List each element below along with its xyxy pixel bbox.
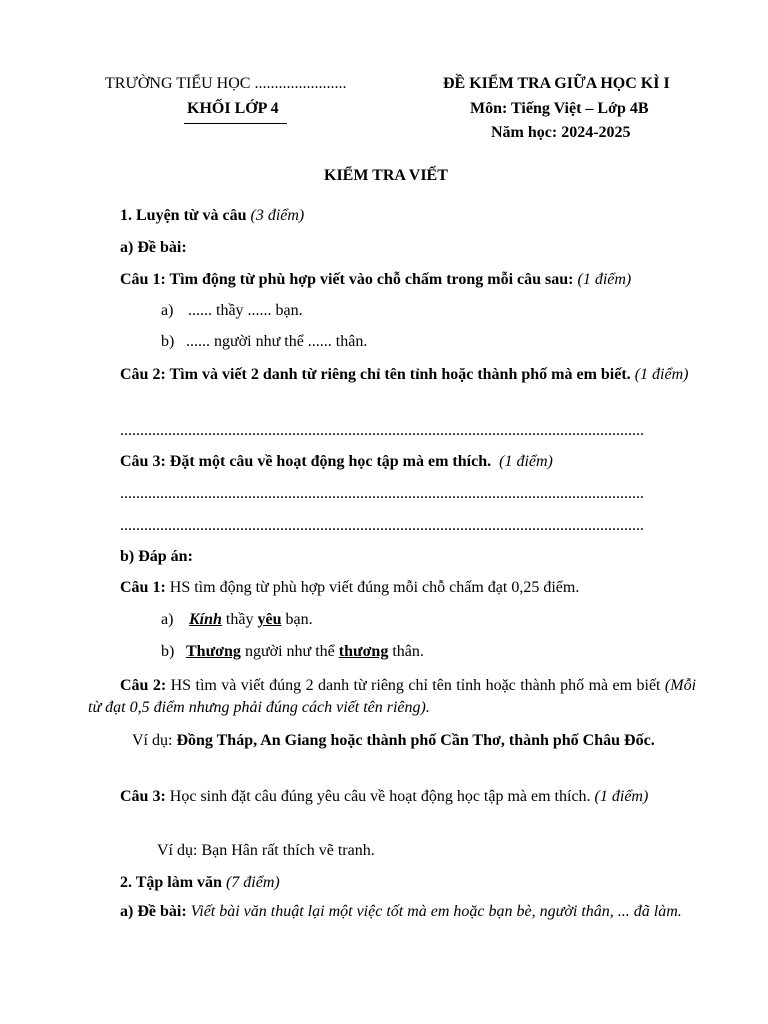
answer1-a-marker: a) <box>161 611 174 628</box>
answer2-example-label: Ví dụ: <box>132 732 173 749</box>
grade-label: KHỐI LỚP 4 <box>187 100 279 117</box>
section1-title: 1. Luyện từ và câu <box>120 207 247 224</box>
section1-points: (3 điểm) <box>250 207 305 224</box>
answer1-a-word2: yêu <box>257 611 282 628</box>
answer3-points: (1 điểm) <box>594 788 649 805</box>
answer1-a-word1: Kính <box>189 611 222 628</box>
answer3-label: Câu 3: <box>120 788 166 805</box>
question2-points: (1 điểm) <box>634 366 689 383</box>
answer1-b-word2: thương <box>338 643 389 660</box>
answer1-b <box>186 643 424 661</box>
answer1-b-mid1: người như thể <box>244 643 335 660</box>
answer-line-2: ................................................................................................................................... <box>120 485 644 502</box>
answer-line-3: ................................................................................................................................... <box>120 517 644 534</box>
answer2 <box>88 675 696 719</box>
section2-title: 2. Tập làm văn <box>120 874 222 891</box>
school-year: Năm học: 2024-2025 <box>491 124 631 141</box>
section1-b-label: b) Đáp án: <box>120 548 193 565</box>
subject-label: Môn: Tiếng Việt – Lớp 4B <box>470 100 649 117</box>
question2 <box>88 364 696 386</box>
answer1-a-mid2: bạn. <box>285 611 313 628</box>
answer1-a <box>189 611 313 629</box>
section2-prompt <box>88 901 696 923</box>
question1-points: (1 điểm) <box>577 271 632 288</box>
question3 <box>120 453 553 471</box>
answer1 <box>120 579 579 597</box>
answer1-b-marker: b) <box>161 643 175 660</box>
answer3-example: Ví dụ: Bạn Hân rất thích vẽ tranh. <box>157 842 375 859</box>
exam-title: ĐỀ KIỂM TRA GIỮA HỌC KÌ I <box>443 75 670 92</box>
answer2-note: (Mỗi từ đạt 0,5 điểm nhưng phải đúng cách viết tên riêng). <box>88 677 697 716</box>
answer2-example-text: Đồng Tháp, An Giang hoặc thành phố Cần Thơ, thành phố Châu Đốc. <box>176 732 655 749</box>
answer1-b-mid2: thân. <box>392 643 424 660</box>
answer1-text: HS tìm động từ phù hợp viết đúng mỗi chỗ chấm đạt 0,25 điểm. <box>169 579 580 596</box>
answer3 <box>88 786 696 808</box>
answer1-label: Câu 1: <box>120 579 166 596</box>
question1-label: Câu 1: Tìm động từ phù hợp viết vào chỗ chấm trong mỗi câu sau: <box>120 271 574 288</box>
answer2-label: Câu 2: <box>120 677 167 694</box>
question1-a-text: ...... thầy ...... bạn. <box>188 302 303 319</box>
section1-a-label: a) Đề bài: <box>120 239 187 256</box>
section2-prompt-text: Viết bài văn thuật lại một việc tốt mà em hoặc bạn bè, người thân, ... đã làm. <box>190 903 682 920</box>
section2-heading <box>120 874 280 892</box>
header-divider <box>184 123 287 124</box>
answer1-a-mid1: thầy <box>225 611 254 628</box>
question3-points: (1 điểm) <box>499 453 553 470</box>
question1 <box>120 271 631 289</box>
question2-label: Câu 2: Tìm và viết 2 danh từ riêng chỉ tên tỉnh hoặc thành phố mà em biết. <box>120 366 631 383</box>
answer-line-1: ................................................................................................................................... <box>120 422 644 439</box>
question3-label: Câu 3: Đặt một câu về hoạt động học tập mà em thích. <box>120 453 492 470</box>
main-title: KIỂM TRA VIẾT <box>324 167 448 184</box>
section1-heading <box>120 207 304 225</box>
question1-a-marker: a) <box>161 302 174 319</box>
section2-a-label: a) Đề bài: <box>120 903 187 920</box>
section2-points: (7 điểm) <box>225 874 280 891</box>
school-name: TRƯỜNG TIỂU HỌC ....................... <box>105 75 347 92</box>
answer2-example <box>88 730 696 752</box>
answer3-text: Học sinh đặt câu đúng yêu câu về hoạt động học tập mà em thích. <box>169 788 591 805</box>
answer1-b-word1: Thương <box>186 643 241 660</box>
question1-b-marker: b) <box>161 333 175 350</box>
answer2-text: HS tìm và viết đúng 2 danh từ riêng chỉ tên tỉnh hoặc thành phố mà em biết <box>170 677 661 694</box>
question1-b-text: ...... người như thể ...... thân. <box>186 333 368 350</box>
